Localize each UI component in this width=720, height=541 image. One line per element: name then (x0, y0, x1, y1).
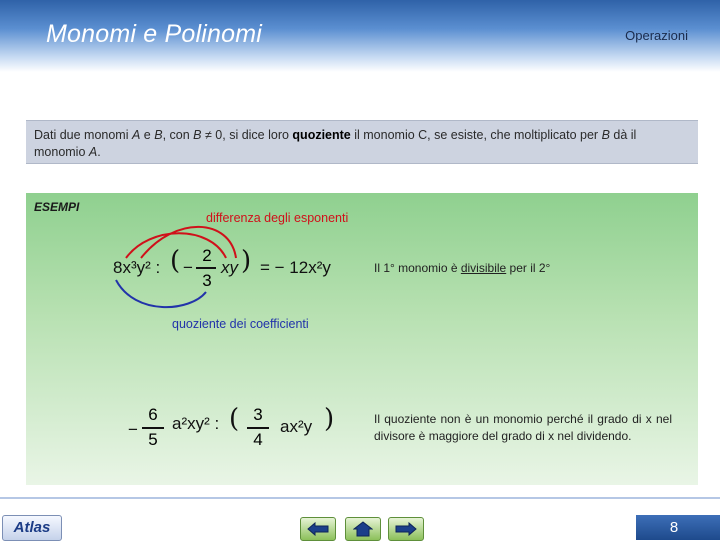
definition-segment: Dati due monomi (34, 128, 132, 142)
example2-denominator1: 5 (148, 430, 158, 449)
page-number (636, 515, 720, 540)
definition-segment: B (154, 128, 163, 142)
coefficients-annotation: quoziente dei coefficienti (172, 317, 309, 331)
example2-fraction-bar1 (142, 427, 164, 429)
definition-segment: , con (162, 128, 194, 142)
example2-vars2: ax²y (280, 417, 313, 436)
definition-segment: B (601, 128, 610, 142)
definition-segment: dà il monomio (34, 128, 637, 159)
example1-note-start: Il 1° monomio è (374, 261, 461, 275)
back-arrow-icon (307, 522, 329, 536)
example1-numerator: 2 (202, 246, 212, 265)
home-icon (353, 521, 373, 537)
forward-arrow-icon (395, 522, 417, 536)
definition-box (26, 120, 698, 164)
section-label: Operazioni (625, 28, 688, 43)
definition-segment: e (140, 128, 155, 142)
definition-segment: A (88, 145, 98, 159)
example2-open-paren: ( (229, 404, 240, 434)
example2-minus: − (128, 420, 138, 439)
example1-note-end: per il 2° (506, 261, 551, 275)
exponents-annotation: differenza degli esponenti (206, 211, 349, 225)
example1-dividend: 8x³y² : (113, 258, 161, 277)
example2-denominator2: 4 (253, 430, 263, 449)
example1-denominator: 3 (202, 271, 212, 290)
forward-button[interactable] (388, 517, 424, 541)
example1-open-paren: ( (170, 246, 181, 276)
home-button[interactable] (345, 517, 381, 541)
definition-text (34, 127, 688, 161)
page-number-text: 8 (669, 519, 679, 536)
definition-segment: ≠ 0, si dice loro (201, 128, 293, 142)
example1-vars: xy (221, 258, 238, 277)
example1-fraction-bar (196, 267, 216, 269)
example2-fraction-bar2 (247, 427, 269, 429)
example1-minus: − (183, 258, 193, 277)
footer-divider (0, 497, 720, 499)
example1-result: = − 12x²y (260, 258, 331, 277)
back-button[interactable] (300, 517, 336, 541)
examples-label: ESEMPI (34, 200, 80, 214)
example2-numerator2: 3 (253, 405, 263, 424)
example2-numerator1: 6 (148, 405, 158, 424)
example1-note (374, 261, 550, 275)
example1-close-paren: ) (241, 246, 252, 276)
example1-note-underlined: divisibile (460, 261, 507, 275)
definition-segment: A (131, 128, 141, 142)
example2-vars1: a²xy² : (172, 414, 220, 433)
atlas-logo: Atlas (2, 515, 62, 541)
definition-segment: quoziente (292, 128, 351, 142)
definition-segment: il monomio C, se esiste, che moltiplicato per (350, 128, 602, 142)
app-title: Monomi e Polinomi (46, 20, 262, 48)
definition-segment: . (97, 145, 101, 159)
definition-segment: B (193, 128, 202, 142)
example2-close-paren: ) (324, 404, 335, 434)
example2-note: Il quoziente non è un monomio perché il grado di x nel divisore è maggiore del grado di x nel dividendo. (374, 412, 672, 443)
